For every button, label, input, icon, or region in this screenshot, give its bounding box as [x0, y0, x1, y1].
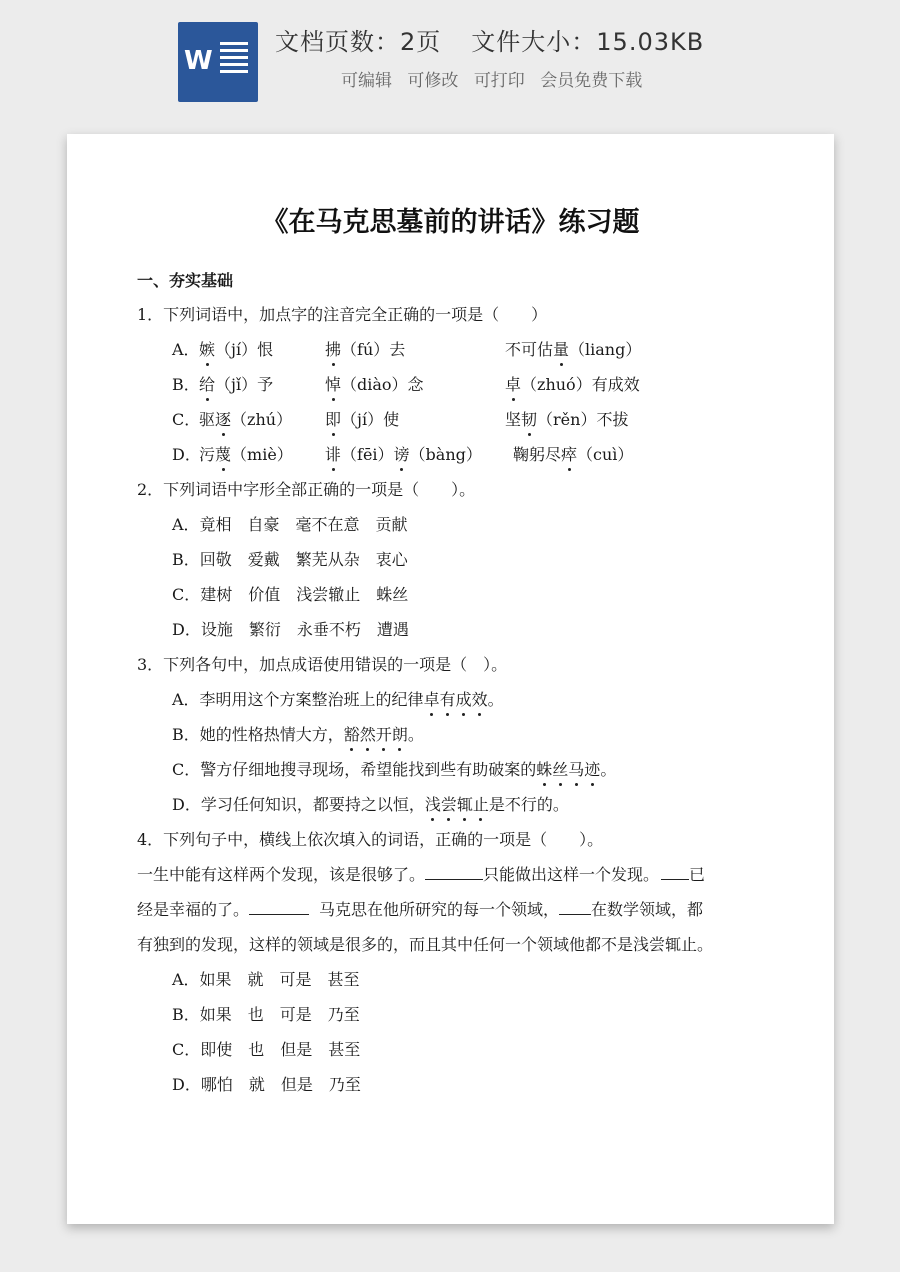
- question-1-option-a: A．: [172, 340, 200, 359]
- feature-printable: 可打印: [473, 71, 525, 91]
- document-title: 《在马克思墓前的讲话》练习题: [261, 207, 640, 238]
- q1c-item-3: 坚韧（rěn）不拔: [505, 407, 628, 430]
- question-1-option-d: D．: [172, 445, 201, 464]
- question-1-stem: 1．下列词语中，加点字的注音完全正确的一项是（ ）: [137, 305, 548, 324]
- q1d-item-2: 诽（fēi）谤（bàng）: [325, 442, 482, 465]
- q1c-item-2: 即（jí）使: [325, 407, 399, 430]
- q1a-item-1: 嫉（jí）恨: [199, 337, 273, 360]
- fill-blank-1: [425, 865, 483, 880]
- question-4-option-c: C．即使 也 但是 甚至: [172, 1040, 361, 1059]
- fill-blank-4: [559, 900, 591, 915]
- question-2-option-c: C．建树 价值 浅尝辙止 蛛丝: [172, 585, 409, 604]
- q1d-item-1: 污蔑（miè）: [199, 442, 293, 465]
- question-4-option-a: A．如果 就 可是 甚至: [172, 970, 360, 989]
- feature-list: [341, 66, 642, 91]
- q1b-item-2: 悼（diào）念: [325, 372, 424, 395]
- question-4-option-d: D．哪怕 就 但是 乃至: [172, 1075, 361, 1094]
- feature-editable: 可编辑: [341, 71, 392, 91]
- q1b-item-1: 给（jǐ）予: [199, 372, 273, 395]
- q1a-item-2: 拂（fú）去: [325, 337, 405, 360]
- question-2-option-a: A．竟相 自豪 毫不在意 贡献: [172, 515, 408, 534]
- fill-blank-2: [661, 865, 689, 880]
- question-4-passage-line-1: 一生中能有这样两个发现，该是很够了。 只能做出这样一个发现。 已: [137, 865, 706, 884]
- feature-free-download: 会员免费下载: [540, 71, 643, 91]
- q1a-item-3: 不可估量（liang）: [505, 337, 641, 360]
- question-1-option-c: C．: [172, 410, 201, 429]
- page-count: 文档页数：2页: [275, 28, 442, 56]
- question-2-option-d: D．设施 繁衍 永垂不朽 遭遇: [172, 620, 409, 639]
- question-3-stem: 3．下列各句中，加点成语使用错误的一项是（ ）。: [137, 655, 508, 674]
- document-meta: [275, 22, 704, 57]
- question-2-option-b: B．回敬 爱戴 繁芜从杂 衷心: [172, 550, 408, 569]
- question-3-option-a: A．李明用这个方案整治班上的纪律卓有成效。: [172, 687, 504, 710]
- question-4-stem: 4．下列句子中，横线上依次填入的词语，正确的一项是（ ）。: [137, 830, 604, 849]
- document-page: [67, 134, 834, 1224]
- question-4-option-b: B．如果 也 可是 乃至: [172, 1005, 360, 1024]
- question-1-option-b: B．: [172, 375, 200, 394]
- document-info-header: [0, 0, 900, 120]
- file-size: 文件大小：15.03KB: [471, 28, 705, 56]
- feature-modifiable: 可修改: [407, 71, 459, 91]
- q1d-item-3: 鞠躬尽瘁（cuì）: [513, 442, 633, 465]
- question-4-passage-line-3: 有独到的发现，这样的领域是很多的，而且其中任何一个领域他都不是浅尝辄止。: [137, 935, 714, 954]
- question-3-option-b: B．她的性格热情大方，豁然开朗。: [172, 722, 424, 745]
- word-document-icon: W: [178, 22, 258, 102]
- question-4-passage-line-2: 经是幸福的了。 马克思在他所研究的每一个领域， 在数学领域，都: [137, 900, 704, 919]
- question-3-option-d: D．学习任何知识，都要持之以恒，浅尝辄止是不行的。: [172, 792, 569, 815]
- q1c-item-1: 驱逐（zhú）: [199, 407, 292, 430]
- q1b-item-3: 卓（zhuó）有成效: [505, 372, 640, 395]
- question-2-stem: 2．下列词语中字形全部正确的一项是（ ）。: [137, 480, 476, 499]
- question-3-option-c: C．警方仔细地搜寻现场，希望能找到些有助破案的蛛丝马迹。: [172, 757, 616, 780]
- fill-blank-3: [249, 900, 309, 915]
- section-heading: 一、夯实基础: [137, 271, 234, 290]
